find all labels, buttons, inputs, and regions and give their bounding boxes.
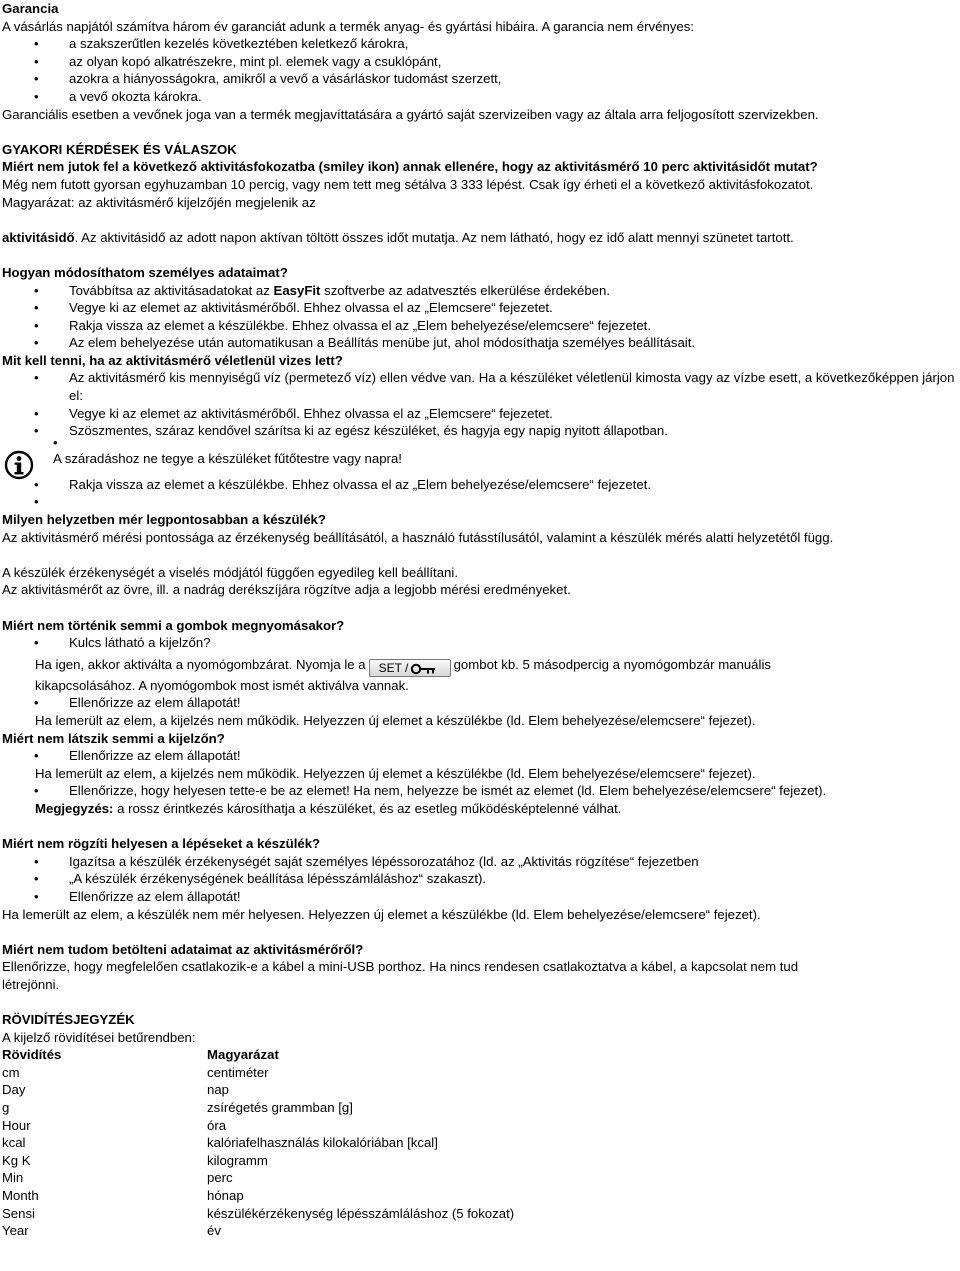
faq-question: Miért nem történik semmi a gombok megnyomásakor?: [2, 617, 345, 633]
faq-answer: Ellenőrizze, hogy megfelelően csatlakozik-e a kábel a mini-USB porthoz. Ha nincs rendesen csatlakoztatva a kábel, a kapcsolat nem tud: [2, 959, 799, 975]
faq-answer-text: . Az aktivitásidő az adott napon aktívan töltött összes időt mutatja. Az nem látható, hogy ez idő alatt mennyi szünetet tartott.: [74, 229, 794, 245]
abbr-key: g: [2, 1100, 10, 1116]
list-item: • Ellenőrizze az elem állapotát!: [2, 694, 960, 712]
abbreviations-title: RÖVIDÍTÉSJEGYZÉK: [2, 1012, 135, 1028]
faq-list: [2, 853, 960, 906]
abbreviations-header: [2, 1046, 960, 1064]
faq-answer: A készülék érzékenységét a viselés módjától függően egyedileg kell beállítani.: [2, 564, 458, 580]
warning-text: A száradáshoz ne tegye a készüléket fűtőtestre vagy napra!: [53, 450, 402, 466]
warranty-title: Garancia: [2, 1, 59, 16]
list-item-text: Továbbítsa az aktivitásadatokat az: [69, 282, 274, 298]
list-item: • Ellenőrizze az elem állapotát!: [2, 747, 960, 765]
abbr-key: kcal: [2, 1135, 26, 1151]
faq-list-empty: [2, 493, 960, 511]
faq-question: Miért nem látszik semmi a kijelzőn?: [2, 730, 225, 746]
list-item: • Vegye ki az elemet az aktivitásmérőből. Ehhez olvassa el az „Elemcsere“ fejezetet.: [2, 299, 960, 317]
list-item: • Az elem behelyezése után automatikusan a Beállítás menübe jut, ahol módosíthatja személyes beállításait.: [2, 334, 960, 352]
faq-question: Hogyan módosíthatom személyes adataimat?: [2, 264, 288, 280]
table-row: [2, 1064, 960, 1082]
abbr-key: Min: [2, 1170, 24, 1186]
faq-answer-text: gombot kb. 5 másodpercig a nyomógombzár manuális: [453, 656, 771, 672]
faq-answer: Az aktivitásmérő mérési pontossága az érzékenység beállításától, a használó futásstílusától, valamint a készülék mérés alatti helyzetétől függ.: [2, 529, 834, 545]
set-key-label: SET /: [378, 660, 409, 675]
faq-list: [2, 282, 960, 352]
faq-note: [2, 800, 960, 818]
table-row: [2, 1099, 960, 1117]
abbr-value: kilogramm: [207, 1152, 268, 1168]
list-item: • Igazítsa a készülék érzékenységét saját személyes lépéssorozatához (ld. az „Aktivitás rögzítése“ fejezetben: [2, 853, 960, 871]
list-item: • Szöszmentes, száraz kendővel szárítsa ki az egész készüléket, és hagyja egy napig nyitott állapotban.: [2, 422, 960, 440]
faq-list: [2, 476, 960, 494]
bullet: •: [53, 434, 58, 450]
list-item: [2, 282, 960, 300]
faq-list: [2, 747, 960, 765]
note-text: a rossz érintkezés károsíthatja a készüléket, és az esetleg működésképtelenné válhat.: [113, 800, 622, 816]
faq-question: Miért nem jutok fel a következő aktivitásfokozatba (smiley ikon) annak ellenére, hogy az aktivitásmérő 10 perc aktivitásidőt mutat?: [2, 159, 818, 175]
abbr-key: Sensi: [2, 1205, 35, 1221]
list-item: • a vevő okozta károkra.: [2, 88, 960, 106]
abbr-value: készülékérzékenység lépésszámláláshoz (5 fokozat): [207, 1205, 515, 1221]
abbr-value: zsírégetés grammban [g]: [207, 1100, 353, 1116]
table-row: [2, 1169, 960, 1187]
abbr-key: Month: [2, 1188, 39, 1203]
list-item: • a szakszerűtlen kezelés következtében keletkező károkra,: [2, 35, 960, 53]
key-icon: [410, 663, 436, 675]
warranty-list: [2, 35, 960, 105]
list-item: • Kulcs látható a kijelzőn?: [2, 634, 960, 652]
list-item-text: szoftverbe az adatvesztés elkerülése érdekében.: [320, 282, 611, 298]
faq-question: Miért nem tudom betölteni adataimat az aktivitásmérőről?: [2, 941, 364, 957]
warranty-intro: A vásárlás napjától számítva három év garanciát adunk a termék anyag- és gyártási hibáira. A garancia nem érvényes:: [2, 18, 694, 34]
easyfit-name: EasyFit: [273, 282, 321, 298]
faq-question: Milyen helyzetben mér legpontosabban a készülék?: [2, 512, 326, 528]
table-row: [2, 1152, 960, 1170]
faq-answer-text: Ha igen, akkor aktiválta a nyomógombzárat. Nyomja le a: [35, 656, 366, 672]
set-key-button-image: [369, 659, 451, 677]
abbreviations-intro: A kijelző rövidítései betűrendben:: [2, 1029, 196, 1045]
abbr-value: év: [207, 1223, 221, 1239]
list-item: • Vegye ki az elemet az aktivitásmérőből. Ehhez olvassa el az „Elemcsere“ fejezetet.: [2, 405, 960, 423]
abbr-value: kalóriafelhasználás kilokalóriában [kcal]: [207, 1135, 438, 1151]
list-item: • azokra a hiányosságokra, amikről a vevő a vásárláskor tudomást szerzett,: [2, 70, 960, 88]
warranty-note: Garanciális esetben a vevőnek joga van a termék megjavíttatására a gyártó saját szervizeiben vagy az általa arra feljogosított szervizekben.: [2, 106, 819, 122]
warning-row: [2, 434, 960, 476]
abbr-value: centiméter: [207, 1064, 269, 1080]
table-row: [2, 1081, 960, 1099]
faq-question: Miért nem rögzíti helyesen a lépéseket a készülék?: [2, 836, 321, 852]
table-row: [2, 1187, 960, 1205]
list-item: • „A készülék érzékenységének beállítása lépésszámláláshoz“ szakaszt).: [2, 870, 960, 888]
table-row: [2, 1222, 960, 1240]
faq-answer: Magyarázat: az aktivitásmérő kijelzőjén megjelenik az: [2, 194, 316, 210]
table-row: [2, 1205, 960, 1223]
faq-answer: Az aktivitásmérőt az övre, ill. a nadrág derékszíjára rögzítve adja a legjobb mérési eredményeket.: [2, 582, 571, 598]
faq-answer: Ha lemerült az elem, a készülék nem mér helyesen. Helyezzen új elemet a készülékbe (ld. Elem behelyezése/elemcsere“ fejezet).: [2, 906, 761, 922]
abbr-value: nap: [207, 1082, 230, 1098]
faq-answer: [2, 656, 960, 677]
abbr-key: cm: [2, 1064, 20, 1080]
abbr-value: perc: [207, 1170, 233, 1186]
faq-answer: Ha lemerült az elem, a kijelzés nem működik. Helyezzen új elemet a készülékbe (ld. Elem behelyezése/elemcsere“ fejezet).: [35, 712, 756, 728]
header-explanation: Magyarázat: [207, 1047, 279, 1063]
table-row: [2, 1117, 960, 1135]
abbr-key: Hour: [2, 1117, 31, 1133]
header-abbreviation: Rövidítés: [2, 1047, 62, 1063]
faq-list: [2, 634, 960, 652]
list-item: • Rakja vissza az elemet a készülékbe. Ehhez olvassa el az „Elem behelyezése/elemcsere“ fejezetet.: [2, 317, 960, 335]
faq-answer: létrejönni.: [2, 976, 60, 992]
faq-question: Mit kell tenni, ha az aktivitásmérő véletlenül vizes lett?: [2, 352, 343, 368]
list-item: • az olyan kopó alkatrészekre, mint pl. elemek vagy a csuklópánt,: [2, 53, 960, 71]
list-item: • Ellenőrizze az elem állapotát!: [2, 888, 960, 906]
list-item: • Ellenőrizze, hogy helyesen tette-e be az elemet! Ha nem, helyezze be ismét az elemet (ld. Elem behelyezése/elemcsere“ fejezet).: [2, 782, 960, 800]
activity-time-term: aktivitásidő: [2, 229, 75, 245]
abbr-key: Kg K: [2, 1152, 31, 1168]
abbr-key: Year: [2, 1223, 29, 1239]
list-item: • Az aktivitásmérő kis mennyiségű víz (permetező víz) ellen védve van. Ha a készüléket véletlenül kimosta vagy az vízbe esett, a következőképpen járjon el:: [2, 369, 960, 404]
faq-answer: [2, 229, 960, 247]
faq-answer: Ha lemerült az elem, a kijelzés nem működik. Helyezzen új elemet a készülékbe (ld. Elem behelyezése/elemcsere“ fejezet).: [35, 765, 756, 781]
faq-answer: Még nem futott gyorsan egyhuzamban 10 percig, vagy nem tett meg sétálva 3 333 lépést. Csak így érheti el a következő aktivitásfokozatot.: [2, 176, 814, 192]
abbr-key: Day: [2, 1082, 26, 1098]
faq-list: [2, 782, 960, 800]
list-item: • Rakja vissza az elemet a készülékbe. Ehhez olvassa el az „Elem behelyezése/elemcsere“ fejezetet.: [2, 476, 960, 494]
abbr-value: hónap: [207, 1188, 244, 1203]
faq-title: GYAKORI KÉRDÉSEK ÉS VÁLASZOK: [2, 141, 237, 157]
note-label: Megjegyzés:: [35, 800, 114, 816]
table-row: [2, 1134, 960, 1152]
list-item: [2, 493, 960, 511]
faq-list: [2, 694, 960, 712]
faq-list: [2, 369, 960, 439]
abbr-value: óra: [207, 1117, 227, 1133]
faq-answer: kikapcsolásához. A nyomógombok most ismét aktiválva vannak.: [35, 677, 409, 693]
